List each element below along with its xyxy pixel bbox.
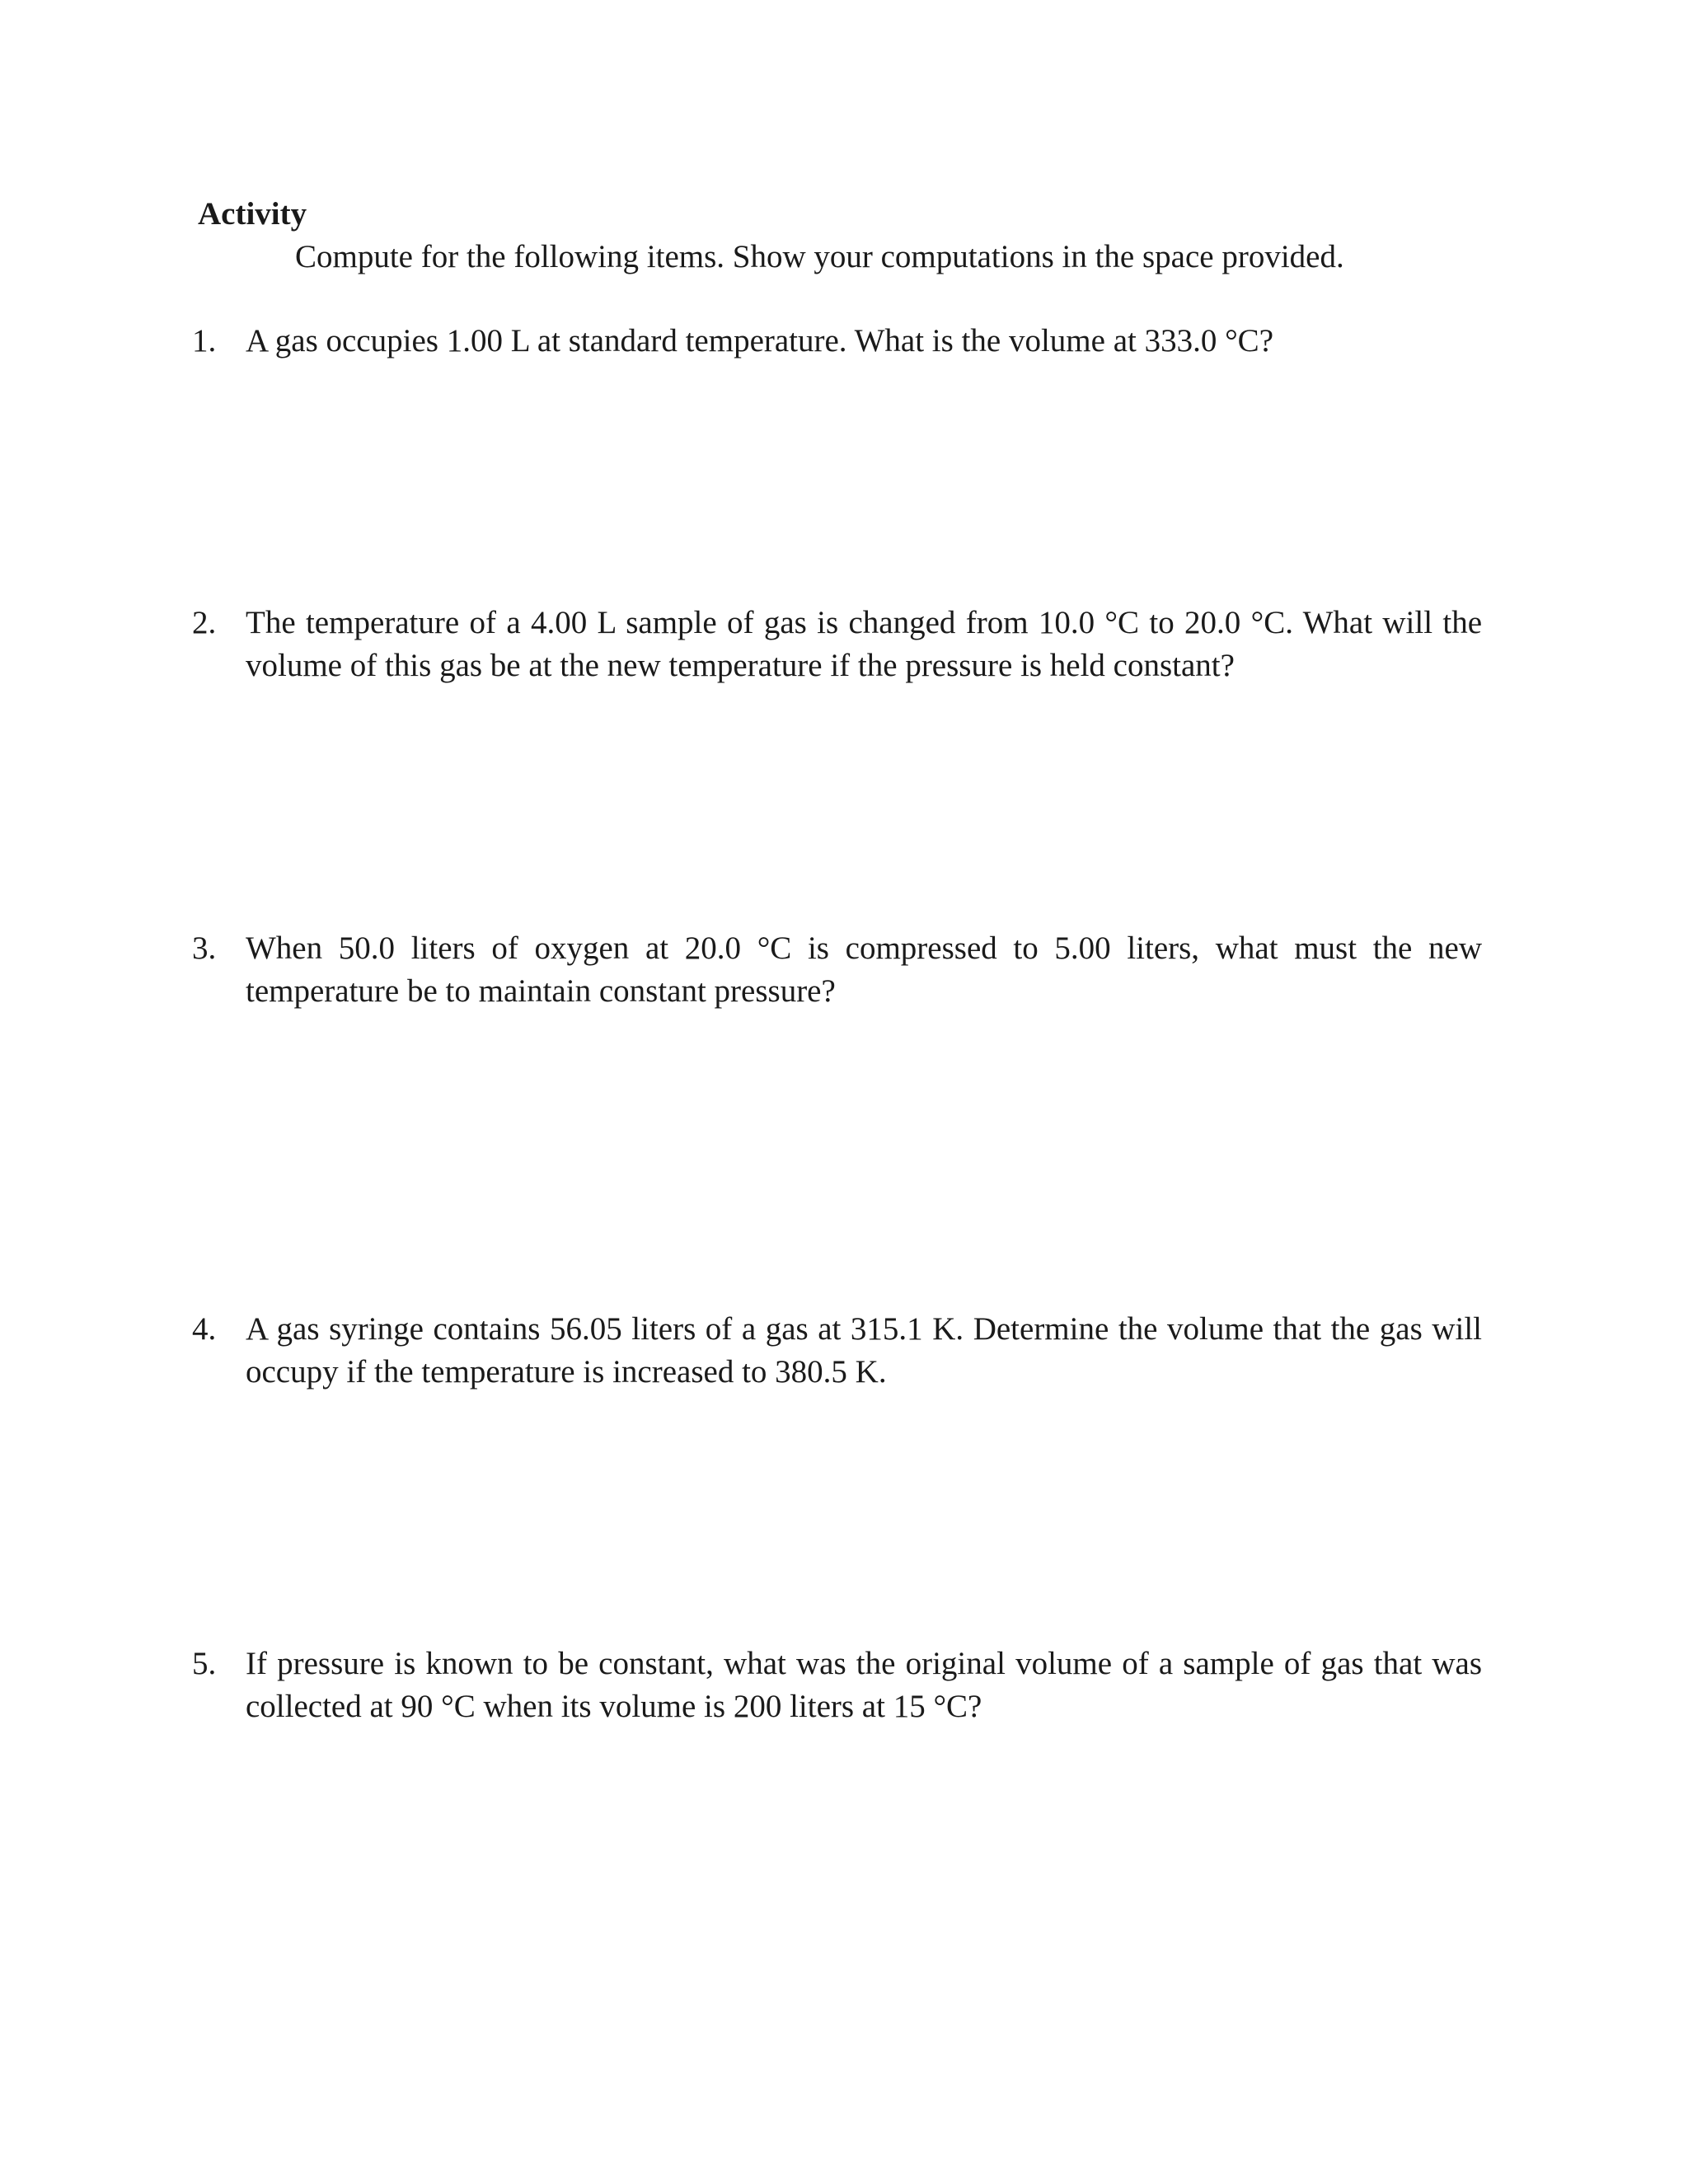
question-number: 3. bbox=[192, 930, 217, 966]
question-text: If pressure is known to be constant, what was the original volume of a sample of gas that was collected at 90 °C when its volume is 200 liters at 15 °C? bbox=[246, 1646, 1482, 1724]
question-number: 5. bbox=[192, 1646, 217, 1681]
question-2 bbox=[192, 602, 1482, 687]
question-text: The temperature of a 4.00 L sample of gas is changed from 10.0 °C to 20.0 °C. What will the volume of this gas be at the new temperature if the pressure is held constant? bbox=[246, 605, 1482, 683]
question-number: 2. bbox=[192, 605, 217, 640]
question-text: When 50.0 liters of oxygen at 20.0 °C is compressed to 5.00 liters, what must the new temperature be to maintain constant pressure? bbox=[246, 930, 1482, 1009]
question-text: A gas occupies 1.00 L at standard temperature. What is the volume at 333.0 °C? bbox=[246, 323, 1274, 359]
question-number: 1. bbox=[192, 323, 217, 359]
question-3 bbox=[192, 927, 1482, 1013]
question-text: A gas syringe contains 56.05 liters of a gas at 315.1 K. Determine the volume that the gas will occupy if the temperature is increased to 380.5 K. bbox=[246, 1311, 1482, 1390]
question-number: 4. bbox=[192, 1311, 217, 1347]
question-1 bbox=[192, 320, 1482, 363]
activity-title: Activity bbox=[198, 196, 307, 232]
question-5 bbox=[192, 1643, 1482, 1728]
question-4 bbox=[192, 1308, 1482, 1394]
activity-instructions: Compute for the following items. Show your computations in the space provided. bbox=[295, 239, 1344, 274]
